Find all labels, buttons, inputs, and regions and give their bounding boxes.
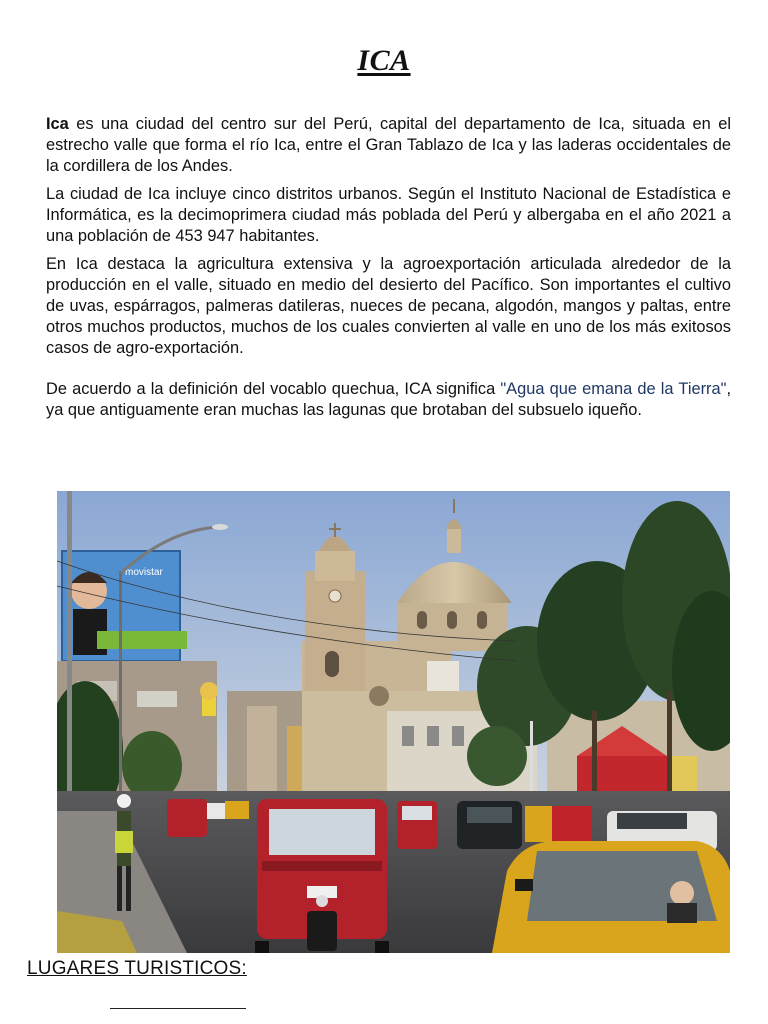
paragraph-intro <box>46 114 731 177</box>
city-name: Ica <box>46 115 69 133</box>
billboard-brand: movistar <box>125 567 163 578</box>
paragraph-intro-text: es una ciudad del centro sur del Perú, capital del departamento de Ica, situada en el estrecho valle que forma el río Ica, entre el Gran Tablazo de Ica y las laderas occidentales de la cordillera de los Andes. <box>46 115 731 175</box>
etymology-after: , ya que antiguamente eran muchas las lagunas que brotaban del subsuelo iqueño. <box>46 380 731 419</box>
page-title: ICA <box>357 44 411 77</box>
etymology-before: De acuerdo a la definición del vocablo quechua, ICA significa <box>46 380 501 398</box>
etymology-quote: "Agua que emana de la Tierra" <box>500 380 727 398</box>
section-heading: LUGARES TURISTICOS: <box>27 958 247 979</box>
street-photo-image <box>57 491 730 953</box>
blank-underline <box>110 1008 246 1009</box>
paragraph-agriculture: En Ica destaca la agricultura extensiva y la agroexportación articulada alrededor de la producción en el valle, situado en medio del desierto del Pacífico. Son importantes el cultivo de uvas, espárragos, palmeras datileras, nueces de pecana, algodón, mangos y paltas, entre otros muchos productos, muchos de los cuales convierten al valle en uno de los más exitosos casos de agro-exportación. <box>46 255 731 357</box>
article-body <box>46 114 731 428</box>
street-photo <box>57 491 730 953</box>
paragraph-etymology <box>46 379 731 421</box>
paragraph-population: La ciudad de Ica incluye cinco distritos urbanos. Según el Instituto Nacional de Estadística e Informática, es la decimoprimera ciudad más poblada del Perú y albergaba en el año 2021 a una población de 453 947 habitantes. <box>46 185 731 245</box>
